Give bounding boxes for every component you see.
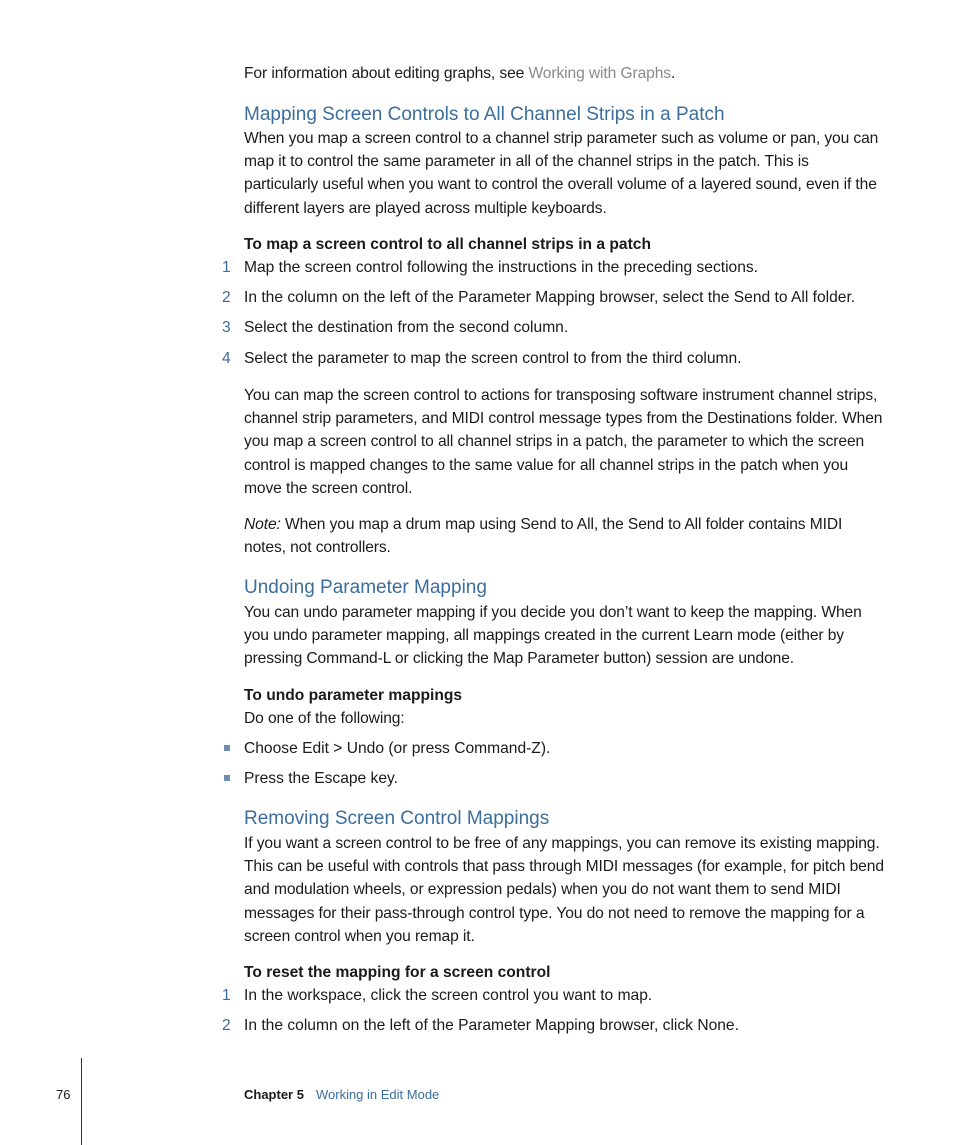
intro-paragraph [244,62,884,85]
working-with-graphs-link[interactable]: Working with Graphs [528,65,671,82]
step-number: 1 [222,259,231,276]
step-text: Select the parameter to map the screen control to from the third column. [244,350,742,367]
note-text: When you map a drum map using Send to All, the Send to All folder contains MIDI notes, not controllers. [244,516,843,557]
section1-paragraph-2: You can map the screen control to actions for transposing software instrument channel strips, channel strip parameters, and MIDI control message types from the Destinations folder. When you map a screen control to all channel strips in a patch, the parameter to which the screen control is mapped changes to the same value for all channel strips in the patch when you move the screen control. [244,387,883,497]
section3-task-heading: To reset the mapping for a screen control [244,964,551,981]
bullet-text: Choose Edit > Undo (or press Command-Z). [244,740,551,757]
step-text: Map the screen control following the instructions in the preceding sections. [244,259,759,276]
step-number: 1 [222,987,231,1004]
section-heading-undoing: Undoing Parameter Mapping [244,577,487,598]
note-label: Note: [244,516,281,533]
section-heading-mapping-all: Mapping Screen Controls to All Channel Strips in a Patch [244,104,725,125]
step-number: 2 [222,1017,231,1034]
section2-paragraph: You can undo parameter mapping if you decide you don’t want to keep the mapping. When you undo parameter mapping, all mappings created in the current Learn mode (either by pressing Command-L or clicking the Map Parameter button) session are undone. [244,604,862,668]
bullet-marker [224,745,230,751]
step-text: Select the destination from the second column. [244,319,569,336]
section1-task-heading: To map a screen control to all channel strips in a patch [244,236,651,253]
intro-end: . [671,65,676,82]
section1-note [244,513,884,559]
section3-paragraph: If you want a screen control to be free of any mappings, you can remove its existing mapping. This can be useful with controls that pass through MIDI messages (for example, for pitch bend and modulation wheels, or expression pedals) when you do not want them to send MIDI messages for their pass-through control type. You do not need to remove the mapping for a screen control when you remap it. [244,835,884,945]
chapter-title-link[interactable]: Working in Edit Mode [315,1087,440,1102]
chapter-label: Chapter 5 [244,1087,304,1102]
step-text: In the column on the left of the Parameter Mapping browser, click None. [244,1017,739,1034]
step-number: 3 [222,319,231,336]
section2-task-sub: Do one of the following: [244,710,405,727]
section-heading-removing: Removing Screen Control Mappings [244,808,550,829]
footer-chapter [244,1086,439,1104]
section2-task-heading: To undo parameter mappings [244,687,463,704]
step-text: In the column on the left of the Parameter Mapping browser, select the Send to All folder. [244,289,856,306]
bullet-marker [224,775,230,781]
step-number: 4 [222,350,231,367]
footer-divider [81,1058,82,1145]
section1-paragraph: When you map a screen control to a channel strip parameter such as volume or pan, you can map it to control the same parameter in all of the channel strips in the patch. This is particularly useful when you want to control the overall volume of a layered sound, even if the different layers are played across multiple keyboards. [244,130,879,217]
intro-text: For information about editing graphs, see [244,65,529,82]
step-number: 2 [222,289,231,306]
step-text: In the workspace, click the screen control you want to map. [244,987,653,1004]
bullet-text: Press the Escape key. [244,770,398,787]
page-number: 76 [56,1087,71,1102]
